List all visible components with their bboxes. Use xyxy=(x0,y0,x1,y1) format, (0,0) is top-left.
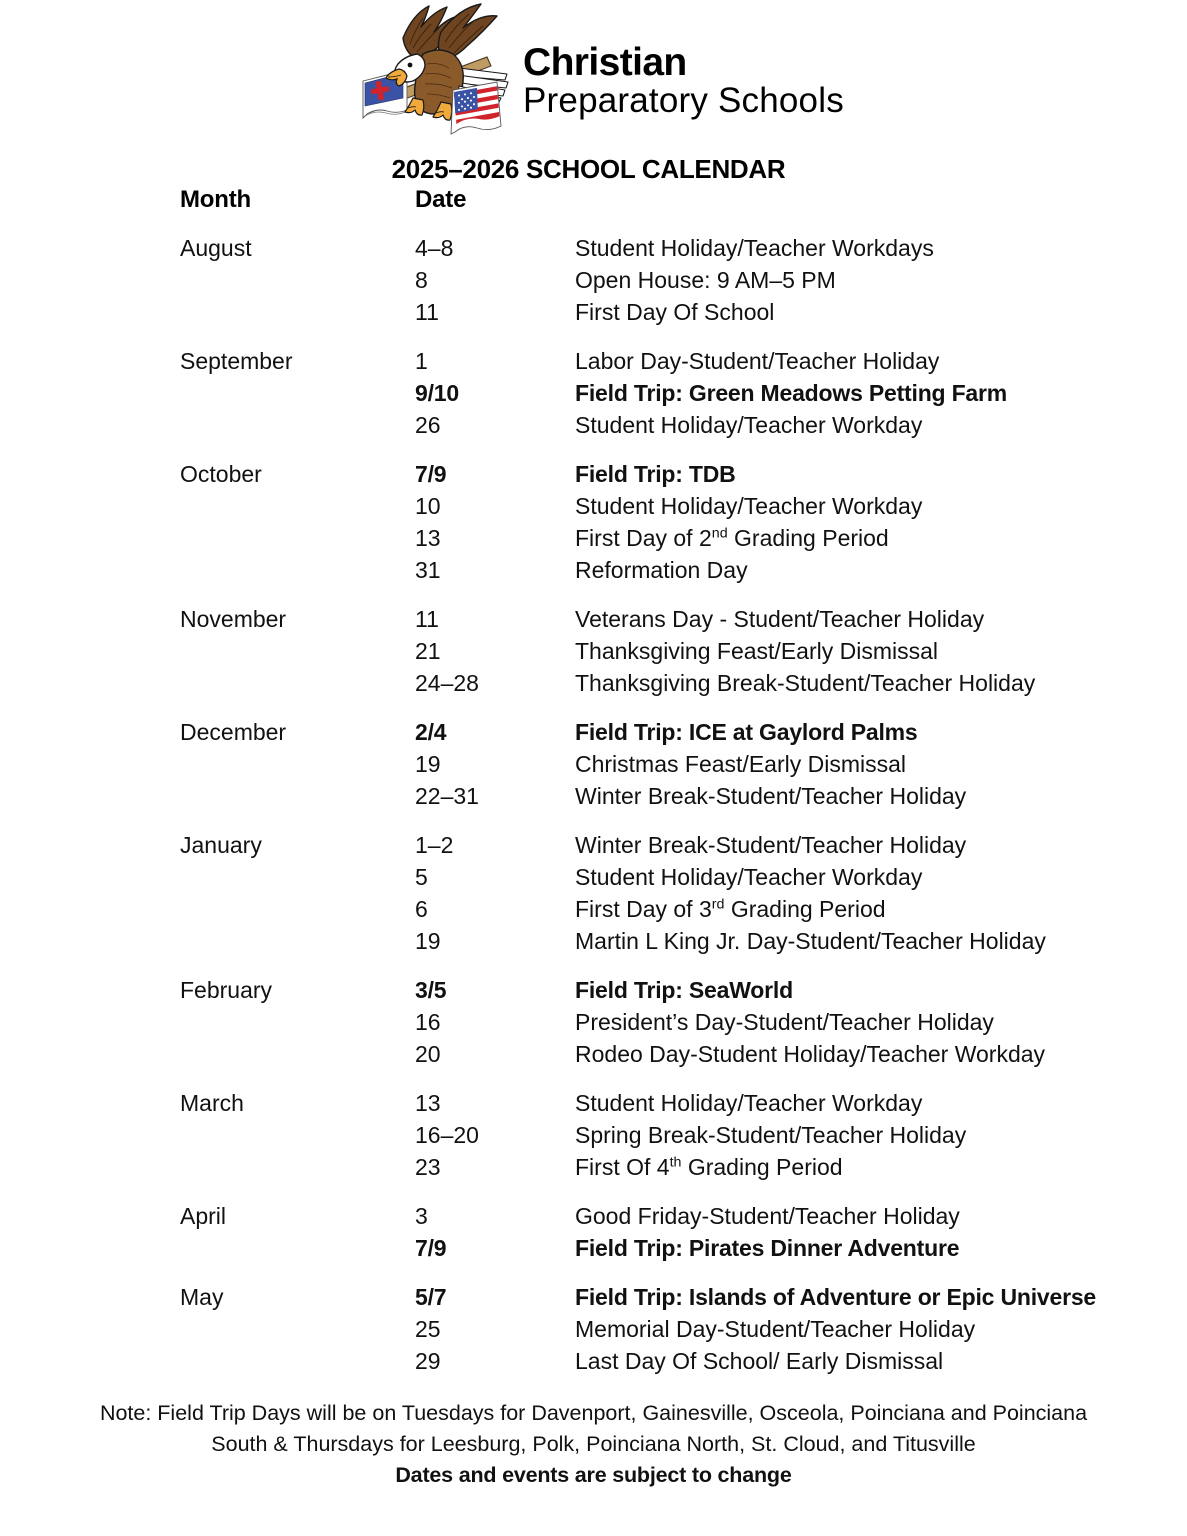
calendar-row xyxy=(0,554,1187,586)
cell-month: May xyxy=(180,1284,224,1310)
calendar-row xyxy=(0,522,1187,554)
cell-month: November xyxy=(180,606,287,632)
calendar-row xyxy=(0,345,1187,377)
cell-date: 1–2 xyxy=(415,832,454,858)
month-group xyxy=(0,974,1187,1070)
ordinal-suffix: th xyxy=(669,1154,682,1171)
cell-date: 24–28 xyxy=(415,670,479,696)
cell-date: 19 xyxy=(415,751,441,777)
month-group xyxy=(0,716,1187,812)
logo-name-line2: Preparatory Schools xyxy=(523,81,844,120)
cell-date: 19 xyxy=(415,928,441,954)
cell-month: October xyxy=(180,461,262,487)
calendar-row xyxy=(0,1119,1187,1151)
calendar-row xyxy=(0,1006,1187,1038)
calendar-row xyxy=(0,829,1187,861)
cell-date: 7/9 xyxy=(415,461,447,487)
month-group xyxy=(0,1087,1187,1183)
footer-note-line-2: South & Thursdays for Leesburg, Polk, Poinciana North, St. Cloud, and Titusville xyxy=(211,1432,976,1456)
calendar-row xyxy=(0,635,1187,667)
cell-description: Christmas Feast/Early Dismissal xyxy=(575,751,906,777)
cell-date: 16 xyxy=(415,1009,441,1035)
cell-description: President’s Day-Student/Teacher Holiday xyxy=(575,1009,994,1035)
cell-date: 13 xyxy=(415,525,441,551)
footer-note xyxy=(0,1398,1187,1491)
cell-description: Thanksgiving Break-Student/Teacher Holiday xyxy=(575,670,1036,696)
month-group xyxy=(0,1281,1187,1377)
cell-date: 31 xyxy=(415,557,441,583)
cell-description: Student Holiday/Teacher Workday xyxy=(575,864,923,890)
cell-description-post: Grading Period xyxy=(681,1154,843,1180)
calendar-row xyxy=(0,232,1187,264)
cell-description: Labor Day-Student/Teacher Holiday xyxy=(575,348,940,374)
cell-date: 13 xyxy=(415,1090,441,1116)
calendar-row xyxy=(0,1038,1187,1070)
cell-description: First Day Of School xyxy=(575,299,775,325)
cell-description: Winter Break-Student/Teacher Holiday xyxy=(575,783,967,809)
calendar-row xyxy=(0,296,1187,328)
calendar-row xyxy=(0,409,1187,441)
cell-description xyxy=(575,1151,843,1183)
cell-month: April xyxy=(180,1203,227,1229)
calendar-table xyxy=(0,232,1187,1394)
table-column-headers xyxy=(0,186,1187,216)
cell-description-pre: First Day of 3 xyxy=(575,896,712,922)
month-group xyxy=(0,458,1187,586)
cell-description xyxy=(575,893,886,925)
footer-note-line-1: Note: Field Trip Days will be on Tuesdays for Davenport, Gainesville, Osceola, Poinciana and Poinciana xyxy=(99,1401,1088,1425)
calendar-row xyxy=(0,1232,1187,1264)
calendar-row xyxy=(0,1345,1187,1377)
cell-date: 25 xyxy=(415,1316,441,1342)
cell-date: 21 xyxy=(415,638,441,664)
calendar-row xyxy=(0,490,1187,522)
cell-description: Rodeo Day-Student Holiday/Teacher Workday xyxy=(575,1041,1046,1067)
calendar-row xyxy=(0,264,1187,296)
calendar-row xyxy=(0,861,1187,893)
cell-date: 26 xyxy=(415,412,441,438)
calendar-row xyxy=(0,1313,1187,1345)
cell-description-post: Grading Period xyxy=(724,896,886,922)
calendar-row xyxy=(0,1200,1187,1232)
school-logo xyxy=(355,2,844,148)
cell-description: Winter Break-Student/Teacher Holiday xyxy=(575,832,967,858)
month-group xyxy=(0,232,1187,328)
month-group xyxy=(0,603,1187,699)
masthead xyxy=(0,0,1187,150)
cell-date: 22–31 xyxy=(415,783,479,809)
calendar-row xyxy=(0,780,1187,812)
cell-description: Spring Break-Student/Teacher Holiday xyxy=(575,1122,967,1148)
cell-description: Reformation Day xyxy=(575,557,748,583)
cell-description: Field Trip: Green Meadows Petting Farm xyxy=(575,380,1008,406)
cell-date: 4–8 xyxy=(415,235,454,261)
logo-wordmark xyxy=(523,41,844,120)
cell-description: Field Trip: Pirates Dinner Adventure xyxy=(575,1235,960,1261)
calendar-row xyxy=(0,458,1187,490)
cell-date: 11 xyxy=(415,606,439,632)
column-header-month: Month xyxy=(180,186,251,213)
cell-month: January xyxy=(180,832,262,858)
ordinal-suffix: nd xyxy=(711,525,728,542)
page-title-text: 2025–2026 SCHOOL CALENDAR xyxy=(391,154,786,184)
column-header-date: Date xyxy=(415,186,467,213)
ordinal-suffix: rd xyxy=(711,896,725,913)
cell-date: 7/9 xyxy=(415,1235,447,1261)
cell-date: 29 xyxy=(415,1348,441,1374)
calendar-row xyxy=(0,974,1187,1006)
cell-month: September xyxy=(180,348,293,374)
cell-date: 5/7 xyxy=(415,1284,447,1310)
month-group xyxy=(0,829,1187,957)
cell-description-post: Grading Period xyxy=(727,525,889,551)
cell-description: Martin L King Jr. Day-Student/Teacher Holiday xyxy=(575,928,1046,954)
cell-date: 3/5 xyxy=(415,977,447,1003)
cell-month: March xyxy=(180,1090,244,1116)
cell-date: 9/10 xyxy=(415,380,459,406)
cell-description: Field Trip: TDB xyxy=(575,461,736,487)
cell-date: 2/4 xyxy=(415,719,447,745)
cell-description: Field Trip: Islands of Adventure or Epic Universe xyxy=(575,1284,1097,1310)
calendar-row xyxy=(0,1281,1187,1313)
cell-month: December xyxy=(180,719,287,745)
calendar-row xyxy=(0,603,1187,635)
cell-description: Field Trip: SeaWorld xyxy=(575,977,793,1003)
cell-description: Student Holiday/Teacher Workday xyxy=(575,493,923,519)
cell-month: February xyxy=(180,977,273,1003)
cell-date: 8 xyxy=(415,267,428,293)
cell-month: August xyxy=(180,235,252,261)
cell-date: 16–20 xyxy=(415,1122,479,1148)
month-group xyxy=(0,1200,1187,1264)
cell-description: Memorial Day-Student/Teacher Holiday xyxy=(575,1316,976,1342)
cell-date: 10 xyxy=(415,493,441,519)
cell-description: Veterans Day - Student/Teacher Holiday xyxy=(575,606,985,632)
cell-description: Thanksgiving Feast/Early Dismissal xyxy=(575,638,939,664)
calendar-row xyxy=(0,377,1187,409)
cell-description xyxy=(575,522,889,554)
calendar-row xyxy=(0,893,1187,925)
cell-date: 5 xyxy=(415,864,428,890)
cell-date: 11 xyxy=(415,299,439,325)
cell-description: Field Trip: ICE at Gaylord Palms xyxy=(575,719,918,745)
calendar-row xyxy=(0,716,1187,748)
cell-date: 3 xyxy=(415,1203,428,1229)
cell-date: 20 xyxy=(415,1041,441,1067)
page-title xyxy=(0,154,1187,185)
cell-description: Student Holiday/Teacher Workday xyxy=(575,1090,923,1116)
calendar-row xyxy=(0,748,1187,780)
cell-description: Student Holiday/Teacher Workday xyxy=(575,412,923,438)
footer-disclaimer: Dates and events are subject to change xyxy=(395,1463,792,1487)
cell-description-pre: First Of 4 xyxy=(575,1154,670,1180)
calendar-row xyxy=(0,1087,1187,1119)
calendar-row xyxy=(0,925,1187,957)
cell-date: 6 xyxy=(415,896,428,922)
month-group xyxy=(0,345,1187,441)
calendar-row xyxy=(0,667,1187,699)
cell-date: 1 xyxy=(415,348,428,374)
eagle-with-christian-and-american-flags-icon xyxy=(355,2,520,148)
cell-date: 23 xyxy=(415,1154,441,1180)
cell-description: Good Friday-Student/Teacher Holiday xyxy=(575,1203,960,1229)
cell-description: Last Day Of School/ Early Dismissal xyxy=(575,1348,944,1374)
calendar-row xyxy=(0,1151,1187,1183)
logo-name-line1: Christian xyxy=(523,41,687,84)
cell-description: Student Holiday/Teacher Workdays xyxy=(575,235,934,261)
cell-description: Open House: 9 AM–5 PM xyxy=(575,267,836,293)
cell-description-pre: First Day of 2 xyxy=(575,525,712,551)
